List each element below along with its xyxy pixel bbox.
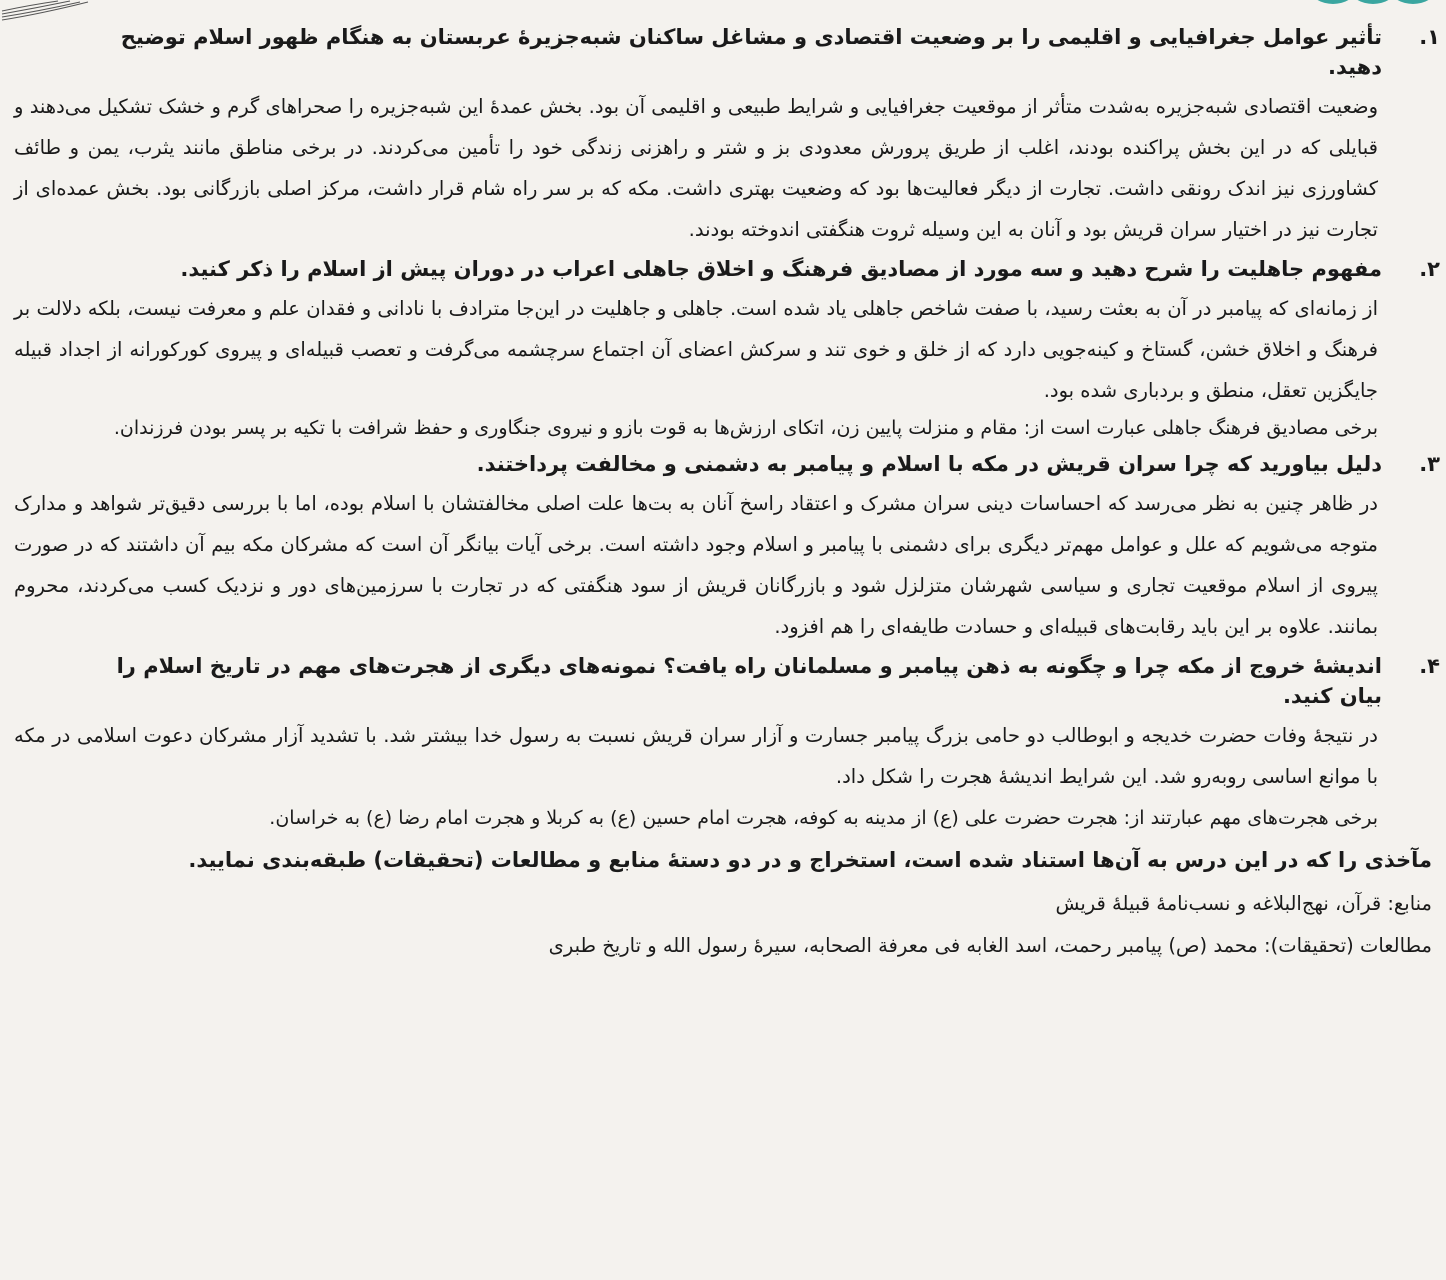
- sources-line: منابع: قرآن، نهج‌البلاغه و نسب‌نامهٔ قبیلهٔ قریش: [1055, 892, 1432, 915]
- question-number: ۱.: [1419, 25, 1440, 49]
- question-number: ۴.: [1419, 654, 1440, 678]
- answer-paragraph: از زمانه‌ای که پیامبر در آن به بعثت رسید، با صفت شاخص جاهلی یاد شده است. جاهلی و جاهلیت در این‌جا مترادف با نادانی و فقدان علم و معرفت نیست، بلکه دلالت بر فرهنگ و اخلاق خشن، گستاخ و کینه‌جویی دارد که از خلق و خوی تند و سرکش اعضای آن اجتماع سرچشمه می‌گرفت و تعصب قبیله‌ای و پیروی کورکورانه از اجداد قبیله جایگزین تعقل، منطق و بردباری شده بود.: [14, 297, 1378, 402]
- teal-ornament: [1308, 0, 1438, 12]
- decorative-lines-ornament: [0, 0, 90, 22]
- question-text: دلیل بیاورید که چرا سران قریش در مکه با اسلام و پیامبر به دشمنی و مخالفت پرداختند.: [476, 452, 1382, 476]
- answer-paragraph-2: برخی مصادیق فرهنگ جاهلی عبارت است از: مقام و منزلت پایین زن، اتکای ارزش‌ها به قوت بازو و نیروی جنگاوری و حفظ شرافت با تکیه بر پسر بودن فرزندان.: [113, 417, 1378, 439]
- question-text: مفهوم جاهلیت را شرح دهید و سه مورد از مصادیق فرهنگ و اخلاق جاهلی اعراب در دوران پیش از اسلام را ذکر کنید.: [180, 257, 1382, 281]
- document-page: [0, 22, 1446, 1272]
- question-number: ۳.: [1419, 452, 1440, 476]
- question-4: [0, 651, 1446, 711]
- answer-paragraph-2: برخی هجرت‌های مهم عبارتند از: هجرت حضرت علی (ع) از مدینه به کوفه، هجرت امام حسین (ع) به کربلا و هجرت امام رضا (ع) به خراسان.: [269, 807, 1378, 829]
- question-1: [0, 22, 1446, 82]
- studies-line: مطالعات (تحقیقات): محمد (ص) پیامبر رحمت، اسد الغابه فی معرفة الصحابه، سیرهٔ رسول الله و تاریخ طبری: [548, 934, 1432, 957]
- question-3: [0, 449, 1446, 479]
- answer-paragraph: وضعیت اقتصادی شبه‌جزیره به‌شدت متأثر از موقعیت جغرافیایی و شرایط طبیعی و اقلیمی آن بود. بخش عمدهٔ این شبه‌جزیره را صحراهای گرم و خشک تشکیل می‌دهند و قبایلی که در این بخش پراکنده بودند، اغلب از طریق پرورش معدودی بز و شتر و راهزنی زندگی خود را تأمین می‌کردند. در برخی مناطق مانند یثرب، یمن و طائف کشاورزی نیز اندک رونقی داشت. تجارت از دیگر فعالیت‌ها بود که وضعیت بهتری داشت. مکه که بر سر راه شام قرار داشت، مرکز اصلی بازرگانی بود. بخش عمده‌ای از تجارت نیز در اختیار سران قریش بود و آنان به این وسیله ثروت هنگفتی اندوخته بودند.: [14, 95, 1378, 241]
- question-number: ۲.: [1419, 257, 1440, 281]
- question-2: [0, 254, 1446, 284]
- question-text: تأثیر عوامل جغرافیایی و اقلیمی را بر وضعیت اقتصادی و مشاغل ساکنان شبه‌جزیرهٔ عربستان به هنگام ظهور اسلام توضیح دهید.: [120, 25, 1382, 79]
- final-task: مآخذی را که در این درس به آن‌ها استناد شده است، استخراج و در دو دستهٔ منابع و مطالعات (تحقیقات) طبقه‌بندی نمایید.: [188, 848, 1432, 872]
- answer-paragraph: در نتیجهٔ وفات حضرت خدیجه و ابوطالب دو حامی بزرگ پیامبر جسارت و آزار سران قریش نسبت به رسول خدا بیشتر شد. با تشدید آزار مشرکان دعوت اسلامی در مکه با موانع اساسی روبه‌رو شد. این شرایط اندیشهٔ هجرت را شکل داد.: [14, 724, 1378, 788]
- question-text: اندیشهٔ خروج از مکه چرا و چگونه به ذهن پیامبر و مسلمانان راه یافت؟ نمونه‌های دیگری از هجرت‌های مهم در تاریخ اسلام را بیان کنید.: [116, 654, 1382, 708]
- answer-paragraph: در ظاهر چنین به نظر می‌رسد که احساسات دینی سران مشرک و اعتقاد راسخ آنان به بت‌ها علت اصلی مخالفتشان با اسلام بوده، اما با بررسی دقیق‌تر شواهد و مدارک متوجه می‌شویم که علل و عوامل مهم‌تر دیگری برای دشمنی با پیامبر و اسلام وجود داشته است. برخی آیات بیانگر آن است که مشرکان مکه بیم آن داشتند که در صورت پیروی از اسلام موقعیت تجاری و سیاسی شهرشان متزلزل شود و بازرگانان قریش از سود هنگفتی که در تجارت با سرزمین‌های دور و نزدیک کسب می‌کردند، محروم بمانند. علاوه بر این باید رقابت‌های قبیله‌ای و حسادت طایفه‌ای را هم افزود.: [14, 492, 1378, 638]
